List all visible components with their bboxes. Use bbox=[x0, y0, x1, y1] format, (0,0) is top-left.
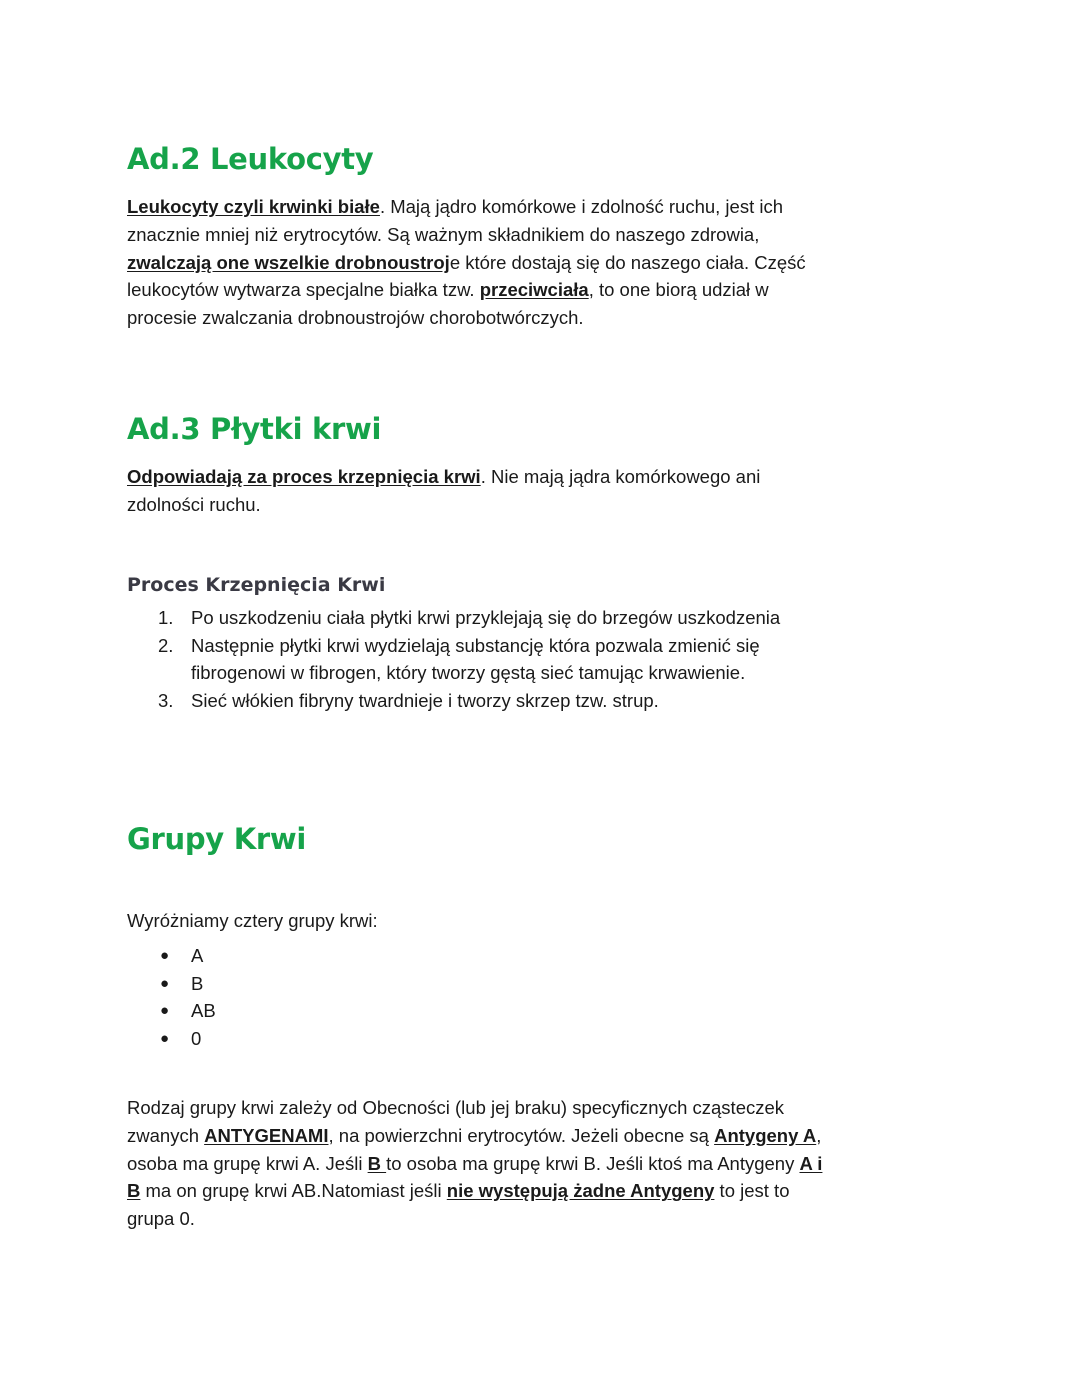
bullet-icon: ● bbox=[160, 974, 170, 992]
list-item-text: Sieć włókien fibryny twardnieje i tworzy skrzep tzw. strup. bbox=[191, 689, 659, 711]
paragraph-leukocyty bbox=[127, 193, 827, 332]
text-segment: . Mają jądro komórkowe i zdolność ruchu, jest ich znacznie mniej niż erytrocytów. Są ważnym składnikiem do naszego zdrowia, bbox=[127, 196, 784, 245]
emphasis-antygenami: ANTYGENAMI bbox=[204, 1124, 329, 1146]
list-number: 1. bbox=[158, 607, 174, 628]
list-item-text: A bbox=[191, 945, 204, 966]
text-segment: ma on grupę krwi AB.Natomiast jeśli bbox=[140, 1180, 447, 1202]
list-item bbox=[127, 970, 827, 998]
emphasis-antygeny-a: Antygeny A bbox=[714, 1124, 817, 1146]
list-item bbox=[127, 1025, 827, 1053]
heading-plytki-krwi: Ad.3 Płytki krwi bbox=[127, 412, 382, 446]
text-segment: e które dostają się do naszego ciała. Część leukocytów wytwarza specjalne białka tzw. bbox=[127, 251, 806, 301]
text-segment: Rodzaj grupy krwi zależy od Obecności (lub jej braku) specyficznych cząsteczek zwanych bbox=[127, 1097, 785, 1146]
list-item-text: 0 bbox=[191, 1027, 202, 1049]
emphasis-a-i-b: A i B bbox=[127, 1152, 823, 1202]
list-item-text: B bbox=[191, 972, 204, 994]
list-item-text: Następnie płytki krwi wydzielają substancję która pozwala zmienić się fibrogenowi w fibrogen, który tworzy gęstą sieć tamując krwawienie. bbox=[191, 634, 760, 683]
list-item bbox=[127, 997, 827, 1025]
text-segment: , osoba ma grupę krwi A. Jeśli bbox=[127, 1124, 822, 1174]
list-number: 2. bbox=[158, 634, 174, 656]
emphasis-zwalczaja-drobnoustroje: zwalczają one wszelkie drobnoustroj bbox=[127, 251, 450, 273]
blood-groups-list bbox=[127, 942, 827, 1052]
emphasis-nie-wystepuja: nie występują żadne Antygeny bbox=[446, 1180, 715, 1202]
paragraph-grupy-intro: Wyróżniamy cztery grupy krwi: bbox=[127, 910, 378, 931]
subheading-proces-krzepniecia: Proces Krzepnięcia Krwi bbox=[127, 574, 386, 596]
text-segment: to jest to grupa 0. bbox=[127, 1180, 790, 1230]
text-segment: , to one biorą udział w procesie zwalczania drobnoustrojów chorobotwórczych. bbox=[127, 279, 769, 329]
emphasis-b: B bbox=[367, 1152, 387, 1174]
list-item-text: AB bbox=[191, 1000, 216, 1021]
process-steps-list bbox=[127, 604, 827, 714]
text-segment: , na powierzchni erytrocytów. Jeżeli obecne są bbox=[328, 1124, 715, 1146]
list-item bbox=[127, 942, 827, 970]
paragraph-plytki-krwi bbox=[127, 463, 827, 519]
bullet-icon: ● bbox=[160, 1029, 170, 1047]
heading-grupy-krwi: Grupy Krwi bbox=[127, 822, 307, 856]
bullet-icon: ● bbox=[160, 1002, 170, 1019]
list-item bbox=[127, 632, 827, 687]
text-segment: . Nie mają jądra komórkowego ani zdolności ruchu. bbox=[127, 466, 761, 515]
list-item bbox=[127, 604, 827, 632]
list-item-text: Po uszkodzeniu ciała płytki krwi przyklejają się do brzegów uszkodzenia bbox=[191, 607, 781, 628]
heading-leukocyty: Ad.2 Leukocyty bbox=[127, 142, 374, 176]
list-item bbox=[127, 687, 827, 715]
list-number: 3. bbox=[158, 689, 174, 711]
emphasis-leukocyty-krwinki-biale: Leukocyty czyli krwinki białe bbox=[127, 196, 380, 217]
emphasis-przeciwciala: przeciwciała bbox=[479, 279, 589, 301]
emphasis-krzepniecie: Odpowiadają za proces krzepnięcia krwi bbox=[127, 466, 481, 487]
bullet-icon: ● bbox=[160, 947, 170, 964]
paragraph-grupy-antygeny bbox=[127, 1094, 827, 1233]
text-segment: to osoba ma grupę krwi B. Jeśli ktoś ma Antygeny bbox=[386, 1152, 800, 1174]
